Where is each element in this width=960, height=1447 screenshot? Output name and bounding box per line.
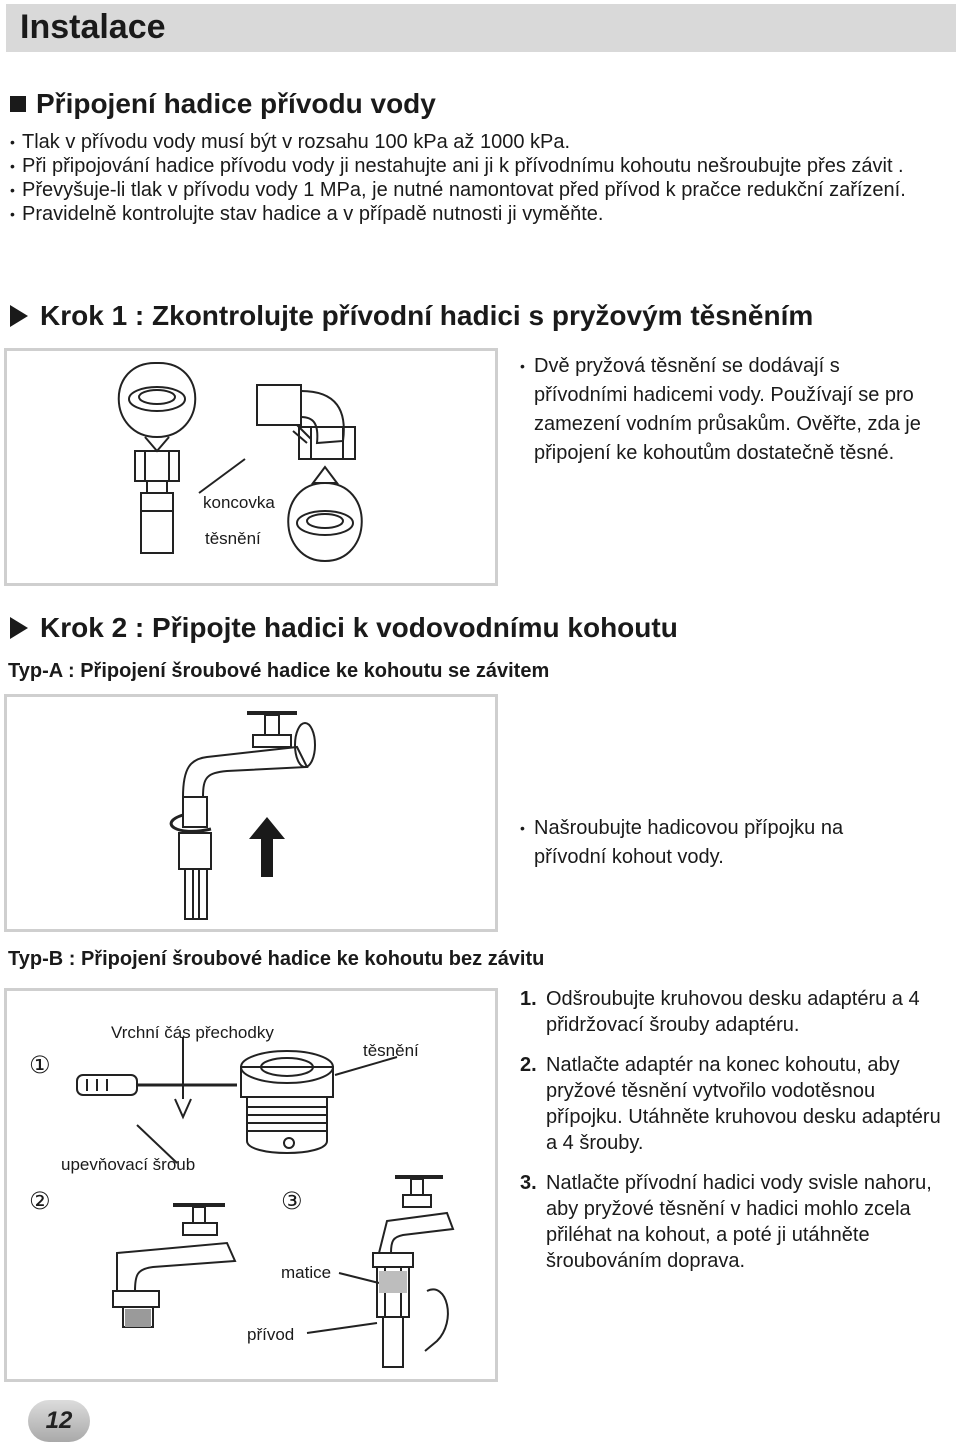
section-title-text: Připojení hadice přívodu vody [36, 88, 436, 119]
play-triangle-icon [10, 305, 28, 327]
typeA-note: • Našroubujte hadicovou přípojku na přívodní kohout vody. [520, 814, 914, 872]
page-title: Instalace [20, 8, 166, 46]
typeB-illustration-box [4, 988, 498, 1382]
page-number: 12 [28, 1400, 90, 1442]
typeB-heading: Typ-B : Připojení šroubové hadice ke kohoutu bez závitu [8, 948, 545, 970]
label-matice: matice [281, 1263, 332, 1282]
list-item: • Při připojování hadice přívodu vody ji nestahujte ani ji k přívodnímu kohoutu nešroubujte přes závit . [10, 154, 950, 178]
step1-illustration-box [4, 348, 498, 586]
step2-title [10, 612, 678, 644]
step1-title-text: Krok 1 : Zkontrolujte přívodní hadici s pryžovým těsněním [40, 300, 814, 331]
step-marker-2: ② [29, 1188, 51, 1215]
list-item: • Pravidelně kontrolujte stav hadice a v případě nutnosti ji vyměňte. [10, 202, 950, 226]
list-item [520, 986, 950, 1038]
section-title [10, 88, 436, 120]
label-upevnovaci: upevňovací šroub [61, 1155, 196, 1174]
label-vrchni: Vrchní čás přechodky [111, 1023, 274, 1042]
play-triangle-icon [10, 617, 28, 639]
step-text: Natlačte adaptér na konec kohoutu, aby pryžové těsnění vytvořilo vodotěsnou přípojku. Utáhněte kruhovou desku adaptéru a 4 šrouby. [546, 1054, 941, 1154]
label-privod: přívod [247, 1325, 295, 1344]
step-number: 1. [520, 988, 537, 1010]
list-item: • Převyšuje-li tlak v přívodu vody 1 MPa, je nutné namontovat před přívod k pračce redukční zařízení. [10, 178, 950, 202]
list-item: • Tlak v přívodu vody musí být v rozsahu 100 kPa až 1000 kPa. [10, 130, 950, 154]
step-text: Natlačte přívodní hadici vody svisle nahoru, aby pryžové těsnění v hadici mohlo zcela přiléhat na kohout, a poté ji utáhněte šroubováním doprava. [546, 1172, 932, 1272]
label-tesneni: těsnění [205, 529, 261, 548]
typeA-illustration-box [4, 694, 498, 932]
typeB-steps [520, 986, 950, 1274]
label-koncovka: koncovka [203, 493, 275, 512]
list-item [520, 1052, 950, 1156]
step1-title [10, 300, 813, 332]
label-tesneni-b: těsnění [363, 1041, 419, 1060]
bullet-list [10, 130, 950, 226]
list-item [520, 1170, 950, 1274]
step1-note: • Dvě pryžová těsnění se dodávají s přívodními hadicemi vody. Používají se pro zamezení vodním průsakům. Ověřte, zda je připojení ke kohoutům dostatečně těsné. [520, 352, 934, 468]
step-marker-3: ③ [281, 1188, 303, 1215]
step-marker-1: ① [29, 1052, 51, 1079]
typeA-heading: Typ-A : Připojení šroubové hadice ke kohoutu se závitem [8, 660, 550, 682]
adapter-assembly-illustration [7, 991, 495, 1379]
square-bullet-icon [10, 96, 26, 112]
step-text: Odšroubujte kruhovou desku adaptéru a 4 přidržovací šrouby adaptéru. [546, 988, 920, 1036]
step2-title-text: Krok 2 : Připojte hadici k vodovodnímu kohoutu [40, 612, 678, 643]
faucet-threaded-illustration [7, 697, 495, 929]
step-number: 3. [520, 1172, 537, 1194]
step-number: 2. [520, 1054, 537, 1076]
